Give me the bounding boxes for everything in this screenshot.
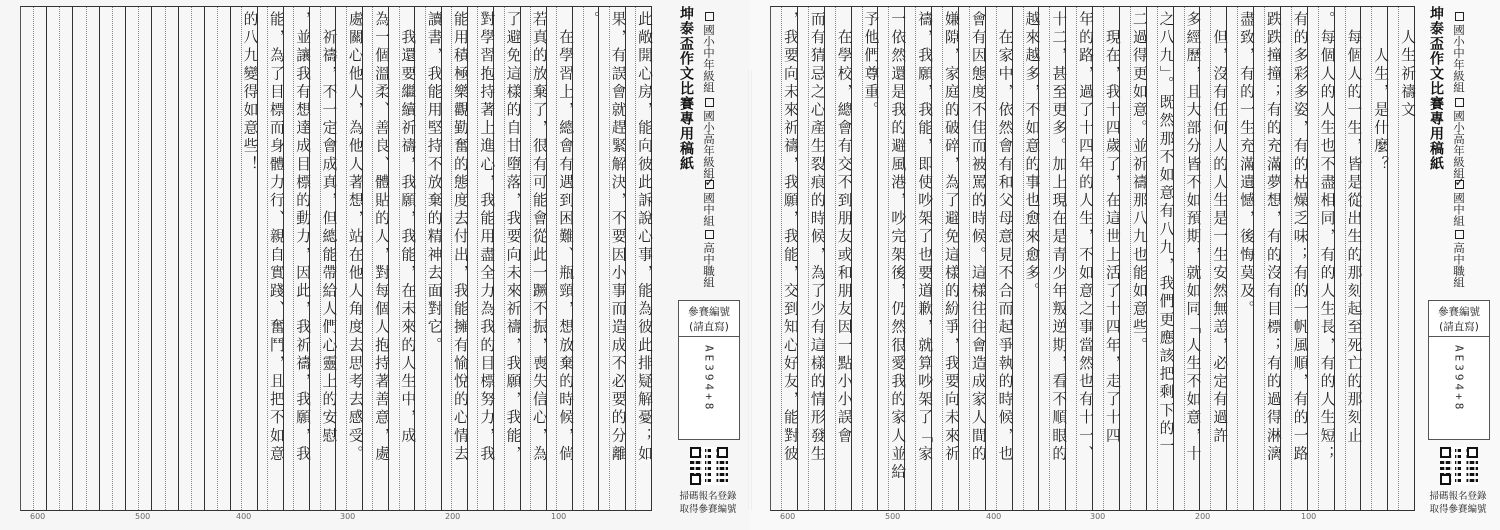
manuscript-column [362, 7, 391, 510]
punctuation-cell [959, 7, 969, 510]
essay-line: 跌跌撞撞；有的充滿夢想，有的沒有目標；有的過得淋漓 [1264, 11, 1282, 464]
writing-cell [915, 7, 934, 510]
entry-number-box [678, 300, 740, 440]
writing-cell [59, 7, 72, 510]
manuscript-column [1334, 7, 1361, 510]
writing-cell [217, 7, 230, 510]
option-senior-high[interactable]: 高中職組 [1451, 230, 1467, 288]
entry-number-box [1428, 300, 1490, 440]
writing-cell [862, 7, 878, 510]
essay-line: 多經歷，且大部分皆不如預期，就如同「人生不如意，十 [1184, 11, 1202, 464]
writing-cell [425, 7, 441, 510]
writing-cell [112, 7, 125, 510]
essay-line: 有的多彩多姿，有的枯燥乏味；有的一帆風順，有的一路 [1291, 11, 1309, 464]
option-elementary-middle[interactable]: 國小中年級組 [701, 12, 717, 93]
essay-line: 而有猜忌之心產生裂痕的時候，為了少有這樣的情形發生 [808, 11, 826, 464]
writing-cell [504, 7, 520, 510]
char-counter: 100 [551, 512, 567, 521]
punctuation-cell [284, 7, 294, 510]
option-junior-high[interactable]: ✓ 國中組 [701, 180, 717, 227]
essay-line: 若真的放棄了，很有可能會從此一蹶不振，喪失信心，為 [530, 11, 548, 464]
manuscript-column [520, 7, 546, 510]
char-counter: 100 [1301, 512, 1317, 521]
punctuation-cell [1200, 7, 1210, 510]
manuscript-column [797, 7, 824, 510]
punctuation-cell [389, 7, 399, 510]
essay-line: 一依然還是我的避風港，吵完架後，仍然很愛我的家人並給 [889, 11, 907, 482]
writing-cell [942, 7, 958, 510]
essay-line: 了避免這樣的自甘墮落，我要向未來祈禱，我願，我能， [504, 11, 522, 464]
essay-line: 在學習上，總會有遇到困難、瓶頸，想放棄的時候，倘 [557, 11, 575, 464]
punctuation-cell [47, 7, 59, 510]
punctuation-cell [521, 7, 531, 510]
manuscript-grid-page-1 [770, 6, 1415, 511]
writing-cell [191, 7, 204, 510]
qr-caption-entry: 取得參賽編號 [1429, 504, 1487, 515]
writing-cell [556, 7, 575, 510]
punctuation-cell [1147, 7, 1157, 510]
essay-line: ，我要向未來祈禱，我願，我能，交到知心好友，能對彼 [781, 11, 799, 464]
manuscript-column [904, 7, 934, 510]
essay-line: 在學校，總會有交不到朋友或和朋友因一點小小誤會 [835, 11, 853, 446]
writing-cell [635, 7, 651, 510]
char-counter: 200 [445, 512, 461, 521]
writing-cell [583, 7, 599, 510]
punctuation-cell [852, 7, 862, 510]
punctuation-cell [932, 7, 942, 510]
writing-cell [1345, 7, 1361, 510]
writing-cell [241, 7, 257, 510]
writing-cell [996, 7, 1012, 510]
punctuation-cell [205, 7, 217, 510]
punctuation-cell [1335, 7, 1345, 510]
manuscript-column [414, 7, 443, 510]
checkbox-icon[interactable] [1455, 98, 1464, 107]
punctuation-cell [415, 7, 425, 510]
manuscript-column [1119, 7, 1146, 510]
checkbox-icon[interactable] [1455, 12, 1464, 21]
punctuation-cell [179, 7, 191, 510]
punctuation-cell [152, 7, 164, 510]
essay-line: 果，有誤會就趕緊解決，不要因小事而造成不必要的分離 [609, 11, 627, 464]
punctuation-cell [547, 7, 557, 510]
manuscript-column [1199, 7, 1229, 510]
writing-cell [138, 7, 151, 510]
option-elementary-upper[interactable]: 國小高年級組 [1451, 98, 1467, 179]
manuscript-column [851, 7, 878, 510]
punctuation-cell [231, 7, 241, 510]
manuscript-column [151, 7, 177, 510]
writing-cell [1264, 7, 1280, 510]
char-counter: 600 [30, 512, 46, 521]
manuscript-column [72, 7, 98, 510]
manuscript-column [1280, 7, 1307, 510]
checkbox-icon[interactable] [1455, 230, 1464, 239]
manuscript-column [1092, 7, 1119, 510]
essay-line: ，並讓我有想達成目標的動力，因此，我祈禱，我願，我 [294, 11, 312, 464]
essay-line: 處關心他人，為他人著想，站在他人角度去思考去感受。 [346, 11, 364, 464]
manuscript-column [625, 7, 651, 510]
writing-cell [1157, 7, 1173, 510]
manuscript-column [931, 7, 958, 510]
punctuation-cell [986, 7, 996, 510]
char-counter: 400 [986, 512, 1002, 521]
essay-line: 盡致，有的一生充滿遺憾，後悔莫及。 [1238, 11, 1256, 319]
qr-code-icon[interactable] [1440, 447, 1478, 485]
essay-line: 之八九」。既然那不如意有八九，我們更應該把剩下的一 [1157, 11, 1175, 457]
manuscript-column [46, 7, 72, 510]
option-elementary-middle[interactable]: 國小中年級組 [1451, 12, 1467, 93]
writing-cell [1184, 7, 1200, 510]
manuscript-column [877, 7, 907, 510]
writing-cell [293, 7, 312, 510]
char-counter: 200 [1195, 512, 1211, 521]
writing-cell [33, 7, 46, 510]
writing-cell [969, 7, 985, 510]
essay-line: 禱，我願，我能，即使吵架了也要道歉，就算吵架了「家 [916, 11, 934, 464]
essay-line: 能，為了目標而身體力行、親自實踐、奮鬥，且把不如意 [267, 11, 285, 464]
competition-title: 坤泰盃作文比賽專用稿紙 [678, 6, 694, 171]
manuscript-column [1387, 7, 1414, 510]
punctuation-cell [599, 7, 609, 510]
punctuation-cell [825, 7, 835, 510]
competition-title: 坤泰盃作文比賽專用稿紙 [1428, 6, 1444, 171]
char-counter: 500 [885, 512, 901, 521]
essay-page-1 [750, 0, 1500, 530]
writing-cell [372, 7, 391, 510]
manuscript-column [598, 7, 627, 510]
manuscript-column [1065, 7, 1095, 510]
punctuation-cell [468, 7, 478, 510]
writing-cell [320, 7, 336, 510]
essay-line: 人生，是什麼？ [1372, 11, 1390, 174]
writing-cell [1371, 7, 1390, 510]
essay-line: 在家中，依然會有和父母意見不合而起爭執的時候，也 [996, 11, 1014, 464]
writing-cell [530, 7, 546, 510]
punctuation-cell [442, 7, 452, 510]
essay-line: 現在，我十四歲了，在這世上活了十四年，走了十四 [1103, 11, 1121, 446]
manuscript-column [99, 7, 125, 510]
qr-caption-register: 掃碼報名登錄 [1429, 491, 1487, 502]
manuscript-column [230, 7, 259, 510]
manuscript-column [1173, 7, 1200, 510]
manuscript-column [985, 7, 1012, 510]
manuscript-column [824, 7, 851, 510]
checkbox-icon[interactable] [705, 230, 714, 239]
essay-line: 越來越多，不如意的事也愈來愈多。 [1023, 11, 1041, 301]
writing-cell [1049, 7, 1068, 510]
essay-line: 每個人的一生，皆是從出生的那刻起至死亡的那刻止 [1345, 11, 1363, 446]
writing-cell [267, 7, 283, 510]
manuscript-column [335, 7, 364, 510]
writing-cell [888, 7, 907, 510]
qr-caption-register: 掃碼報名登錄 [679, 491, 737, 502]
punctuation-cell [1013, 7, 1023, 510]
punctuation-cell [1281, 7, 1291, 510]
qr-code-icon[interactable] [690, 447, 728, 485]
essay-line: 但，沒有任何人的人生是一生安然無恙，必定有過許 [1211, 11, 1229, 446]
option-junior-high[interactable]: ✓ 國中組 [1451, 180, 1467, 227]
option-senior-high[interactable]: 高中職組 [701, 230, 717, 288]
punctuation-cell [494, 7, 504, 510]
entry-number-label: 參賽編號 [1438, 306, 1480, 318]
manuscript-column [958, 7, 985, 510]
essay-line: 為一個溫柔、善良、體貼的人，對每個人抱持著善意，處 [373, 11, 391, 464]
manuscript-column [1226, 7, 1256, 510]
checkbox-icon[interactable] [705, 12, 714, 21]
manuscript-column [546, 7, 575, 510]
essay-line: 。每個人的人生也不盡相同，有的人生長，有的人生短； [1318, 11, 1336, 464]
page-fold [748, 70, 752, 510]
punctuation-cell [258, 7, 268, 510]
punctuation-cell [626, 7, 636, 510]
essay-line: 二過得更如意。並祈禱那八九也能如意些。 [1130, 11, 1148, 355]
qr-caption-entry: 取得參賽編號 [679, 504, 737, 515]
essay-line: 予他們尊重。 [862, 11, 880, 120]
page-2-sidebar [664, 0, 750, 530]
writing-cell [86, 7, 99, 510]
writing-cell [165, 7, 178, 510]
writing-cell [1237, 7, 1256, 510]
checkbox-icon[interactable] [705, 98, 714, 107]
manuscript-column [1038, 7, 1068, 510]
punctuation-cell [1227, 7, 1237, 510]
punctuation-cell [336, 7, 346, 510]
essay-line: 的八九變得如意些！ [241, 11, 259, 174]
writing-cell [781, 7, 797, 510]
manuscript-column [178, 7, 204, 510]
manuscript-column [441, 7, 467, 510]
writing-cell [1318, 7, 1334, 510]
writing-cell [808, 7, 824, 510]
entry-number-hint: (請直寫) [1429, 319, 1489, 337]
char-counter: 500 [135, 512, 151, 521]
page-1-sidebar [1414, 0, 1500, 530]
writing-cell [1130, 7, 1146, 510]
punctuation-cell [771, 7, 781, 510]
punctuation-cell [100, 7, 112, 510]
manuscript-column [1012, 7, 1039, 510]
punctuation-cell [73, 7, 85, 510]
essay-line: 我還要繼續祈禱，我願，我能，在未來的人生中，成 [399, 11, 417, 446]
writing-cell [1291, 7, 1307, 510]
writing-cell [399, 7, 415, 510]
checked-checkbox-icon[interactable] [705, 180, 714, 189]
punctuation-cell [1361, 7, 1371, 510]
entry-number-value[interactable]: AE394+8 [1452, 345, 1466, 413]
punctuation-cell [905, 7, 915, 510]
punctuation-cell [1254, 7, 1264, 510]
punctuation-cell [310, 7, 320, 510]
manuscript-column [572, 7, 601, 510]
essay-line: 人生祈禱文 [1399, 11, 1416, 120]
punctuation-cell [1093, 7, 1103, 510]
essay-line: 讀書，我能用堅持不放棄的精神去面對它。 [425, 11, 443, 355]
punctuation-cell [878, 7, 888, 510]
entry-number-label: 參賽編號 [688, 306, 730, 318]
manuscript-column [388, 7, 417, 510]
writing-cell [1103, 7, 1119, 510]
writing-cell [477, 7, 496, 510]
punctuation-cell [573, 7, 583, 510]
writing-cell [1210, 7, 1229, 510]
essay-line: 對學習抱持著上進心，我能用盡全力為我的目標努力，我 [478, 11, 496, 464]
manuscript-column [1307, 7, 1334, 510]
manuscript-column [21, 7, 46, 510]
manuscript-column [283, 7, 312, 510]
punctuation-cell [126, 7, 138, 510]
writing-cell [835, 7, 851, 510]
writing-cell [1023, 7, 1039, 510]
manuscript-column [125, 7, 151, 510]
manuscript-column [1253, 7, 1280, 510]
essay-line: 。 [583, 11, 601, 30]
punctuation-cell [1120, 7, 1130, 510]
manuscript-column [467, 7, 496, 510]
char-counter: 400 [236, 512, 252, 521]
essay-line: 能用積極樂觀勤奮的態度去付出，我能擁有愉悅的心情去 [451, 11, 469, 464]
essay-line: 嫌隙，家庭的破碎，為了避免這樣的紛爭，我要向未來祈 [942, 11, 960, 464]
punctuation-cell [798, 7, 808, 510]
essay-line: 此敞開心房，能向彼此訴說心事，能為彼此排疑解憂；如 [636, 11, 653, 464]
manuscript-column [1360, 7, 1390, 510]
writing-cell [609, 7, 625, 510]
punctuation-cell [21, 7, 33, 510]
char-counter: 300 [1090, 512, 1106, 521]
punctuation-cell [1308, 7, 1318, 510]
option-elementary-upper[interactable]: 國小高年級組 [701, 98, 717, 179]
checked-checkbox-icon[interactable] [1455, 180, 1464, 189]
essay-line: 祈禱，不一定會成真，但總能帶給人們心靈上的安慰 [320, 11, 338, 446]
punctuation-cell [1388, 7, 1398, 510]
essay-line: 年的路，過了十四年的人生，不如意之事當然也有十一、 [1077, 11, 1095, 464]
writing-cell [1076, 7, 1095, 510]
punctuation-cell [1066, 7, 1076, 510]
punctuation-cell [1174, 7, 1184, 510]
manuscript-column [771, 7, 797, 510]
writing-cell [1398, 7, 1414, 510]
punctuation-cell [363, 7, 373, 510]
punctuation-cell [1039, 7, 1049, 510]
essay-line: 十二，甚至更多。加上現在是青少年叛逆期，看不順眼的 [1050, 11, 1068, 464]
manuscript-column [257, 7, 283, 510]
char-counter: 600 [780, 512, 796, 521]
writing-cell [346, 7, 362, 510]
manuscript-column [204, 7, 230, 510]
manuscript-column [493, 7, 522, 510]
manuscript-column [309, 7, 338, 510]
writing-cell [451, 7, 467, 510]
char-counter: 300 [340, 512, 356, 521]
essay-line: 會有因態度不佳而被罵的時候。這樣往往會造成家人間的 [969, 11, 987, 464]
entry-number-value[interactable]: AE394+8 [702, 345, 716, 413]
entry-number-hint: (請直寫) [679, 319, 739, 337]
manuscript-column [1146, 7, 1173, 510]
manuscript-grid-page-2 [20, 6, 652, 511]
